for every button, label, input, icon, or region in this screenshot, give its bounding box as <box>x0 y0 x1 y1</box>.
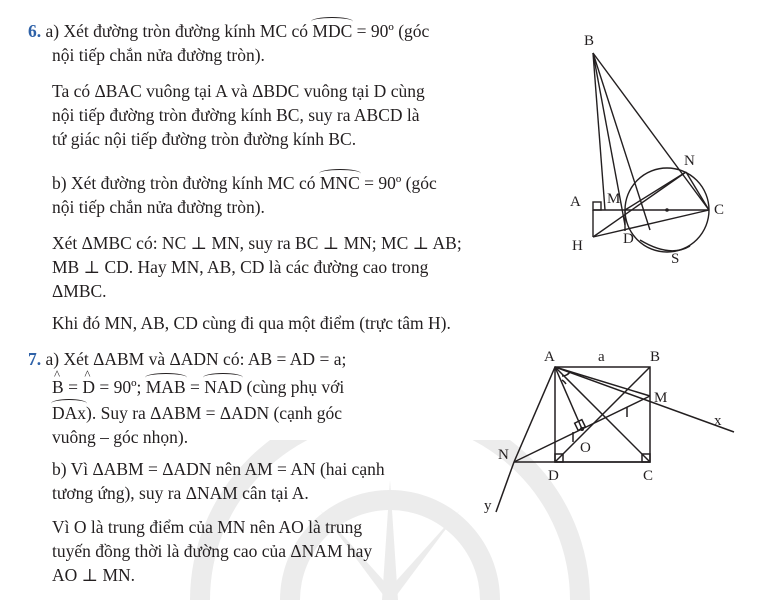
problem7-a-line1: 7. a) Xét ΔABM và ΔADN có: AB = AD = a; <box>28 349 347 369</box>
problem6-b-line2: nội tiếp chắn nửa đường tròn). <box>52 197 265 217</box>
arc-mdc: MDC <box>312 21 353 41</box>
problem7-number: 7. <box>28 349 42 369</box>
problem6-number: 6. <box>28 21 42 41</box>
problem6-a-line5: tứ giác nội tiếp đường tròn đường kính BC. <box>52 129 357 149</box>
fig2-label-b: B <box>650 349 661 365</box>
arc-nad: NAD <box>204 377 243 397</box>
problem7-a-line3: DAx). Suy ra ΔABM = ΔADN (cạnh góc <box>52 403 342 423</box>
problem7-b-line2: tương ứng), suy ra ΔNAM cân tại A. <box>52 483 309 503</box>
problem7-a-line4: vuông – góc nhọn). <box>52 427 189 447</box>
problem6-b-line5: ΔMBC. <box>52 281 107 301</box>
fig1-label-n: N <box>684 153 695 169</box>
problem7-a-line2: ^ B = ^ D = 90º; MAB = NAD (cùng phụ với <box>52 376 344 398</box>
fig2-label-n: N <box>498 447 509 463</box>
problem6-b-line1: b) Xét đường tròn đường kính MC có MNC = 90º (góc <box>52 173 437 193</box>
fig2-label-m: M <box>654 390 668 406</box>
problem7-b-line3: Vì O là trung điểm của MN nên AO là trung <box>52 517 363 537</box>
problem6-b-line3: Xét ΔMBC có: NC ⊥ MN, suy ra BC ⊥ MN; MC ⊥ AB; <box>52 233 462 253</box>
problem6-b-line6: Khi đó MN, AB, CD cùng đi qua một điểm (trực tâm H). <box>52 313 451 333</box>
fig2-label-a: A <box>544 349 555 365</box>
fig2-label-o: O <box>580 440 591 456</box>
problem6-a-line2: nội tiếp chắn nửa đường tròn). <box>52 45 265 65</box>
fig1-label-b: B <box>584 33 595 49</box>
fig1-label-a: A <box>570 194 581 210</box>
problem7-b-line4: tuyến đồng thời là đường cao của ΔNAM hay <box>52 541 373 561</box>
fig1-label-h: H <box>572 238 583 254</box>
problem6-a-line4: nội tiếp đường tròn đường kính BC, suy ra ABCD là <box>52 105 420 125</box>
problem7-b-line5: AO ⊥ MN. <box>52 565 136 585</box>
fig2-label-y: y <box>484 498 492 514</box>
arc-mnc: MNC <box>319 173 360 193</box>
arc-mab: MAB <box>145 377 186 397</box>
fig2-label-c: C <box>643 468 654 484</box>
fig2-label-side-a: a <box>598 349 605 365</box>
fig1-label-c: C <box>714 202 725 218</box>
problem6-b-line4: MB ⊥ CD. Hay MN, AB, CD là các đường cao trong <box>52 257 429 277</box>
problem6-a-line1: 6. a) Xét đường tròn đường kính MC có MDC = 90º (góc <box>28 21 430 41</box>
fig1-label-m: M <box>607 191 621 207</box>
fig2-label-x: x <box>714 413 722 429</box>
fig2-label-d: D <box>548 468 559 484</box>
problem7-b-line1: b) Vì ΔABM = ΔADN nên AM = AN (hai cạnh <box>52 459 385 479</box>
arc-dax: DAx <box>52 403 87 423</box>
fig1-label-d: D <box>623 231 634 247</box>
problem6-a-line3: Ta có ΔBAC vuông tại A và ΔBDC vuông tại D cùng <box>52 81 425 101</box>
fig1-label-s: S <box>671 251 680 267</box>
